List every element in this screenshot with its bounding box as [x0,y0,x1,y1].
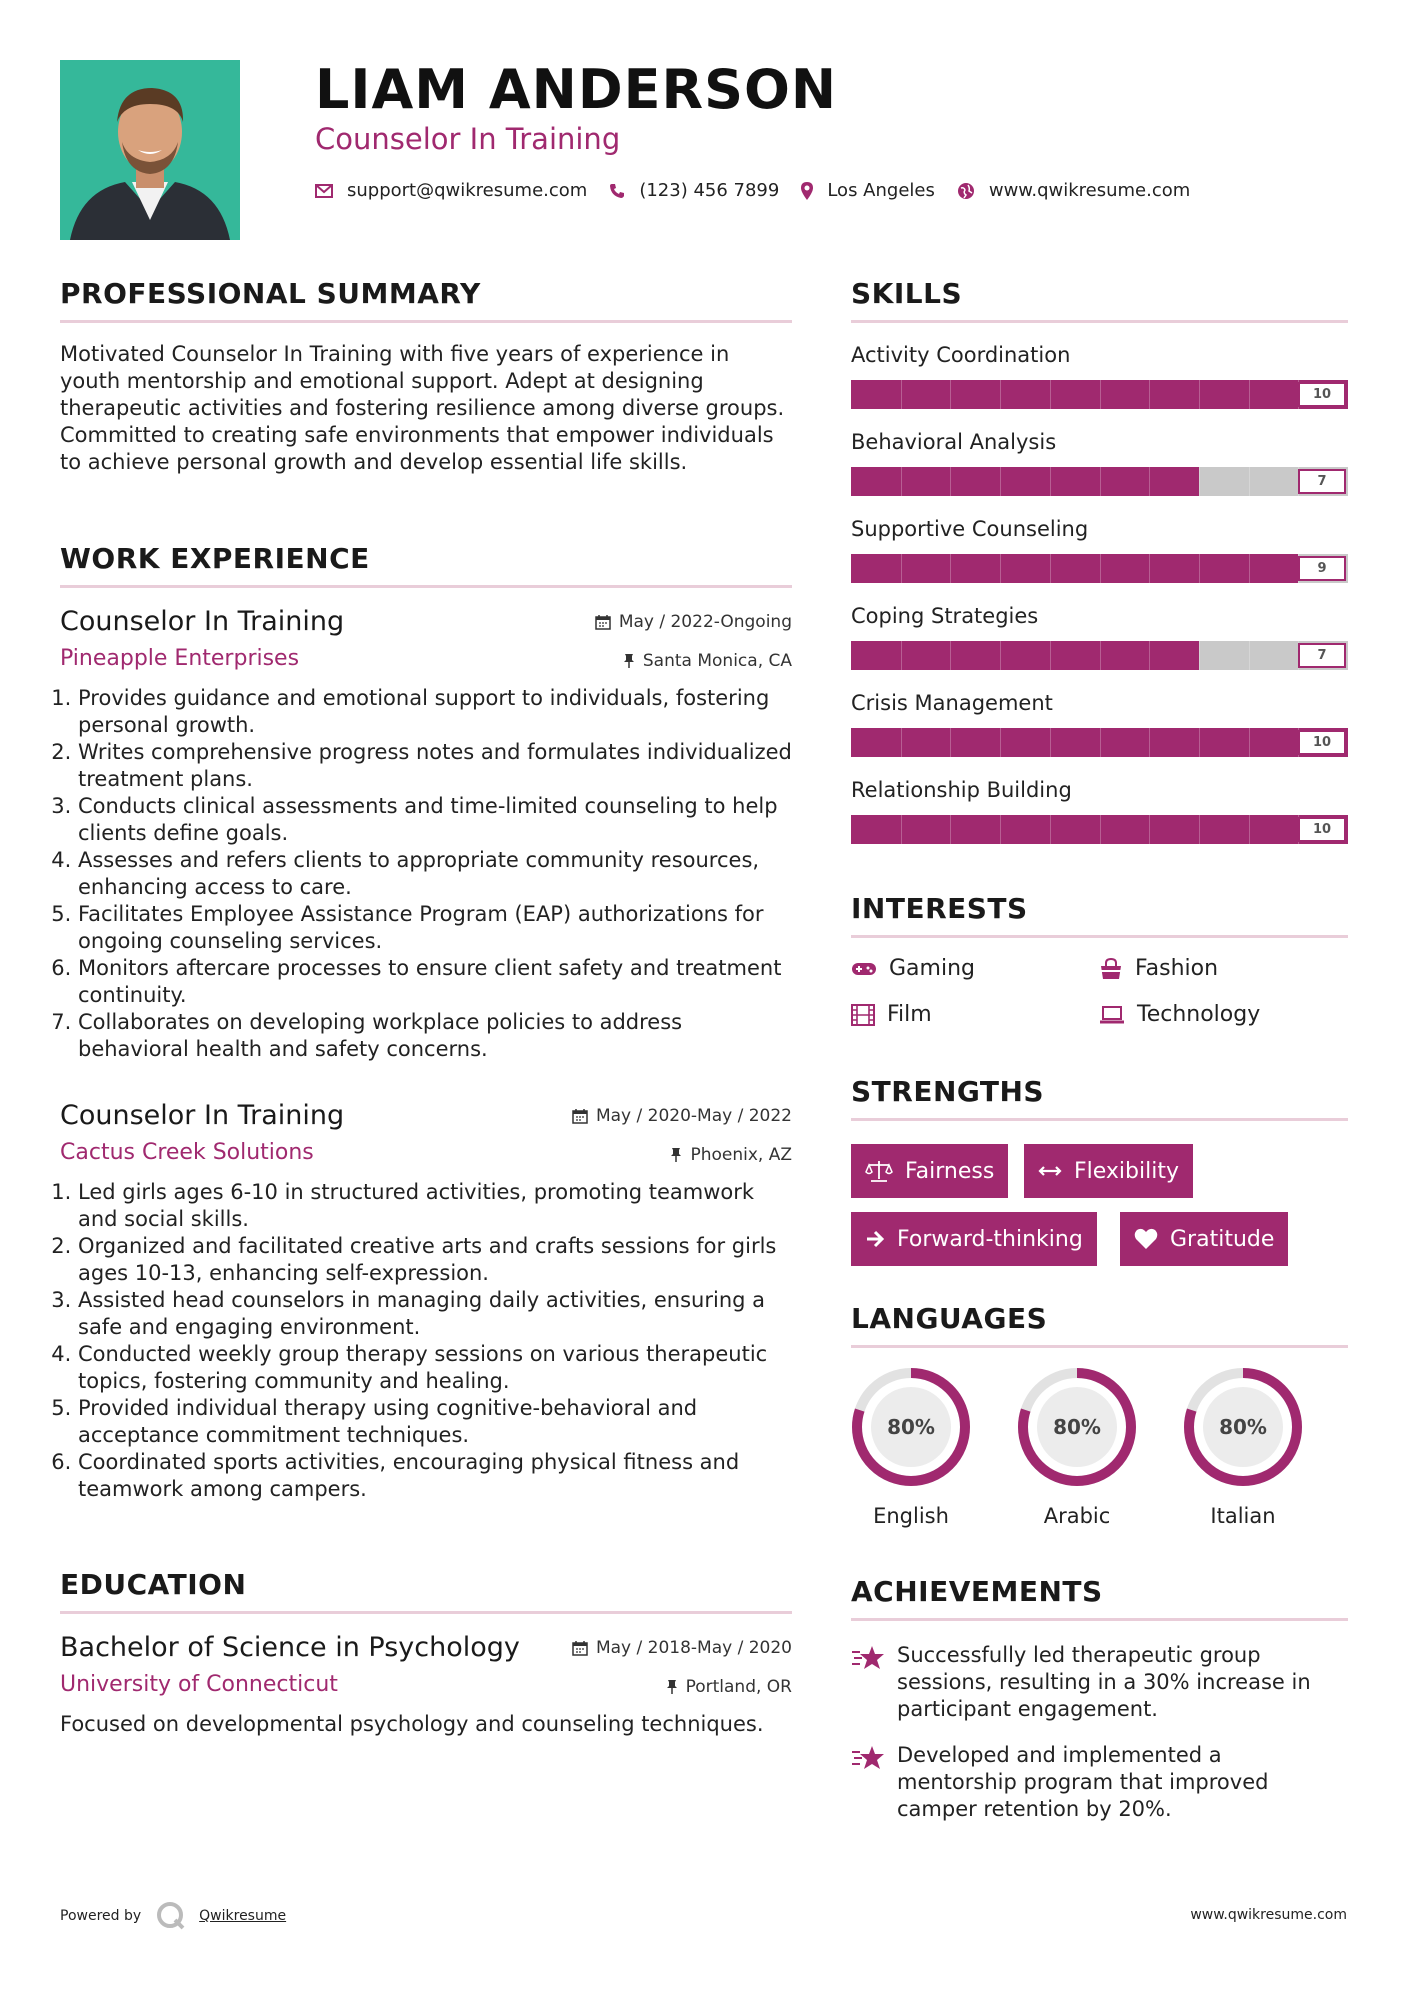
skill-bar-segment [1000,815,1001,844]
skill-bar-segment [950,467,951,496]
skill-item [851,343,1348,409]
list-item: 4. Assesses and refers clients to appropriate community resources, enhancing access to care. [78,847,792,901]
skill-bar [851,554,1348,583]
skill-bar-segment [1199,728,1200,757]
skill-bar-segment [950,728,951,757]
calendar-icon [572,1108,588,1124]
job-date-text: May / 2022-Ongoing [618,612,792,632]
language-item [848,1364,974,1528]
candidate-role: Counselor In Training [315,122,621,156]
job-company: Pineapple Enterprises [60,646,300,671]
film-icon [851,1004,875,1026]
skill-bar-segment [901,728,902,757]
arrows-horizontal-icon [1038,1164,1062,1178]
list-item: 2. Writes comprehensive progress notes and formulates individualized treatment plans. [78,739,792,793]
job-bullets [60,685,792,1063]
interest-label: Gaming [889,956,975,981]
job-location-text: Santa Monica, CA [642,651,792,671]
interest-gaming [851,956,975,981]
star-icon [851,1744,885,1772]
job-date [595,612,792,632]
skill-value-badge: 10 [1298,730,1346,755]
skill-bar-segment [1249,815,1250,844]
skill-bar-segment [1100,467,1101,496]
skill-bar-segment [1199,554,1200,583]
powered-by-text: Powered by [60,1908,142,1924]
skill-bar-segment [1249,380,1250,409]
skill-name: Supportive Counseling [851,517,1089,541]
skill-bar-segment [1149,380,1150,409]
interests-section [851,892,1348,938]
strengths-heading: STRENGTHS [851,1075,1348,1121]
skill-value-badge: 9 [1298,556,1346,581]
skill-bar-segment [901,554,902,583]
strengths-section [851,1075,1348,1121]
school-name: University of Connecticut [60,1672,338,1697]
candidate-name: LIAM ANDERSON [315,58,838,121]
job-company: Cactus Creek Solutions [60,1140,314,1165]
strength-label: Flexibility [1074,1158,1179,1184]
website-text: www.qwikresume.com [988,180,1191,201]
achievement-text: Developed and implemented a mentorship program that improved camper retention by 20%. [897,1743,1269,1821]
language-item [1180,1364,1306,1528]
list-item: 2. Organized and facilitated creative arts and crafts sessions for girls ages 10-13, enhancing self-expression. [78,1233,792,1287]
skill-bar-fill [851,641,1199,670]
summary-text: Motivated Counselor In Training with five years of experience in youth mentorship and emotional support. Adept at designing therapeutic activities and fostering resilience among diverse groups. Committed to creating safe environments that empower individuals to achieve personal growth and develop essential life skills. [60,342,785,474]
education-description: Focused on developmental psychology and counseling techniques. [60,1712,764,1736]
achievements-section [851,1575,1348,1621]
list-item: 1. Provides guidance and emotional support to individuals, fostering personal growth. [78,685,792,739]
list-item: 5. Provided individual therapy using cognitive-behavioral and acceptance commitment techniques. [78,1395,792,1449]
skill-bar-segment [1249,641,1250,670]
education-location-text: Portland, OR [685,1677,792,1697]
strength-tag-forward-thinking [851,1212,1097,1266]
strength-label: Fairness [905,1158,995,1184]
skill-bar-segment [901,815,902,844]
skill-bar-segment [1249,728,1250,757]
list-item: 4. Conducted weekly group therapy sessions on various therapeutic topics, fostering community and healing. [78,1341,792,1395]
list-item: 6. Coordinated sports activities, encouraging physical fitness and teamwork among campers. [78,1449,792,1503]
skill-bar-segment [1000,554,1001,583]
skill-bar-fill [851,554,1298,583]
avatar [60,60,240,240]
list-item: 6. Monitors aftercare processes to ensure client safety and treatment continuity. [78,955,792,1009]
skill-bar-segment [1000,380,1001,409]
job-location-text: Phoenix, AZ [690,1145,792,1165]
language-item [1014,1364,1140,1528]
pushpin-icon [666,1679,678,1695]
job-title: Counselor In Training [60,606,345,637]
strength-tag-flexibility [1024,1144,1193,1198]
degree-title: Bachelor of Science in Psychology [60,1632,520,1663]
skill-bar [851,641,1348,670]
star-icon [851,1644,885,1672]
skill-value-badge: 10 [1298,817,1346,842]
interest-label: Fashion [1135,956,1219,981]
interest-label: Technology [1137,1002,1261,1027]
skill-bar-segment [1050,467,1051,496]
languages-section [851,1302,1348,1348]
contact-website[interactable] [957,180,1190,201]
languages-heading: LANGUAGES [851,1302,1348,1348]
strength-label: Forward-thinking [897,1226,1083,1252]
education-section [60,1568,792,1614]
job-location [595,651,792,671]
achievement-item [851,1642,1348,1723]
balance-scale-icon [865,1160,893,1182]
language-name: Arabic [1043,1504,1111,1528]
location-text: Los Angeles [827,180,935,201]
skill-name: Activity Coordination [851,343,1071,367]
job-location [572,1145,792,1165]
education-location [572,1677,792,1697]
skill-bar-segment [1100,554,1101,583]
interest-technology [1099,1002,1260,1027]
language-name: English [873,1504,949,1528]
skill-name: Coping Strategies [851,604,1039,628]
job-meta [595,612,792,690]
phone-icon [609,183,625,199]
phone-text: (123) 456 7899 [639,180,780,201]
work-section [60,542,792,588]
pushpin-icon [670,1147,682,1163]
contact-phone[interactable] [609,180,779,201]
achievement-item [851,1742,1348,1823]
skill-bar-segment [950,641,951,670]
interests-heading: INTERESTS [851,892,1348,938]
skill-bar-segment [1100,380,1101,409]
education-date-text: May / 2018-May / 2020 [595,1638,792,1658]
brand-link[interactable]: Qwikresume [199,1908,287,1924]
list-item: 3. Conducts clinical assessments and time-limited counseling to help clients define goals. [78,793,792,847]
skill-item [851,517,1348,583]
heart-icon [1134,1228,1158,1250]
email-text: support@qwikresume.com [347,180,588,201]
interest-film [851,1002,932,1027]
summary-section [60,277,792,476]
job-title: Counselor In Training [60,1100,345,1131]
skill-bar-segment [901,467,902,496]
footer-powered-by [60,1900,286,1932]
education-date [572,1638,792,1658]
map-marker-icon [801,182,813,200]
job-meta [572,1106,792,1184]
contact-row [315,180,1212,201]
envelope-icon [315,184,333,198]
shopping-bag-icon [1099,958,1123,980]
skill-bar-segment [1199,467,1200,496]
skill-bar-segment [1050,815,1051,844]
contact-location [801,180,935,201]
skill-name: Crisis Management [851,691,1053,715]
skill-item [851,691,1348,757]
job-bullets [60,1179,792,1503]
skill-name: Relationship Building [851,778,1072,802]
skill-bar-segment [1199,815,1200,844]
skill-item [851,778,1348,844]
skill-bar [851,815,1348,844]
skill-bar-segment [1100,815,1101,844]
list-item: 3. Assisted head counselors in managing daily activities, ensuring a safe and engaging environment. [78,1287,792,1341]
job-entry [60,606,792,1063]
arrow-right-icon [865,1230,885,1248]
laptop-icon [1099,1005,1125,1025]
skill-bar-segment [1249,554,1250,583]
globe-icon [957,182,975,200]
interest-label: Film [887,1002,932,1027]
skill-bar-segment [1149,467,1150,496]
skill-bar-segment [1050,728,1051,757]
gamepad-icon [851,961,877,977]
skill-bar-segment [1000,641,1001,670]
pushpin-icon [623,653,635,669]
language-percent: 80% [1219,1415,1267,1439]
skill-bar-segment [1149,728,1150,757]
skill-bar [851,467,1348,496]
job-date-text: May / 2020-May / 2022 [595,1106,792,1126]
footer-website[interactable]: www.qwikresume.com [1190,1907,1347,1923]
achievements-heading: ACHIEVEMENTS [851,1575,1348,1621]
skill-value-badge: 10 [1298,382,1346,407]
language-percent: 80% [887,1415,935,1439]
job-entry [60,1100,792,1503]
skills-heading: SKILLS [851,277,1348,323]
skill-bar-segment [1000,467,1001,496]
skill-bar-segment [1199,641,1200,670]
skill-bar-segment [1050,554,1051,583]
skill-bar [851,728,1348,757]
skill-bar-segment [1149,554,1150,583]
skill-name: Behavioral Analysis [851,430,1057,454]
skill-value-badge: 7 [1298,469,1346,494]
calendar-icon [572,1640,588,1656]
education-entry [60,1632,792,1738]
skill-bar-segment [1149,641,1150,670]
contact-email[interactable] [315,180,587,201]
strength-label: Gratitude [1170,1226,1275,1252]
calendar-icon [595,614,611,630]
skill-bar-fill [851,467,1199,496]
skill-bar-segment [1100,641,1101,670]
skills-section [851,277,1348,323]
work-heading: WORK EXPERIENCE [60,542,792,588]
qwikresume-logo-icon [155,1900,187,1932]
education-meta [572,1638,792,1716]
education-heading: EDUCATION [60,1568,792,1614]
skill-bar-segment [1050,380,1051,409]
skill-bar-segment [1050,641,1051,670]
skill-bar-segment [1249,467,1250,496]
skill-bar-segment [901,380,902,409]
achievement-text: Successfully led therapeutic group sessions, resulting in a 30% increase in participant engagement. [897,1643,1311,1721]
list-item: 1. Led girls ages 6-10 in structured activities, promoting teamwork and social skills. [78,1179,792,1233]
list-item: 5. Facilitates Employee Assistance Program (EAP) authorizations for ongoing counseling services. [78,901,792,955]
skill-value-badge: 7 [1298,643,1346,668]
skill-bar-segment [950,380,951,409]
language-percent: 80% [1053,1415,1101,1439]
summary-heading: PROFESSIONAL SUMMARY [60,277,792,323]
skill-bar [851,380,1348,409]
list-item: 7. Collaborates on developing workplace policies to address behavioral health and safety concerns. [78,1009,792,1063]
skill-bar-segment [950,554,951,583]
interest-fashion [1099,956,1218,981]
skill-item [851,430,1348,496]
skill-bar-segment [1149,815,1150,844]
profile-photo [60,60,240,240]
skill-bar-segment [1199,380,1200,409]
skill-bar-segment [1000,728,1001,757]
skill-item [851,604,1348,670]
job-date [572,1106,792,1126]
language-name: Italian [1210,1504,1276,1528]
skill-bar-segment [901,641,902,670]
skill-bar-segment [950,815,951,844]
strength-tag-gratitude [1120,1212,1288,1266]
strength-tag-fairness [851,1144,1008,1198]
skill-bar-segment [1100,728,1101,757]
